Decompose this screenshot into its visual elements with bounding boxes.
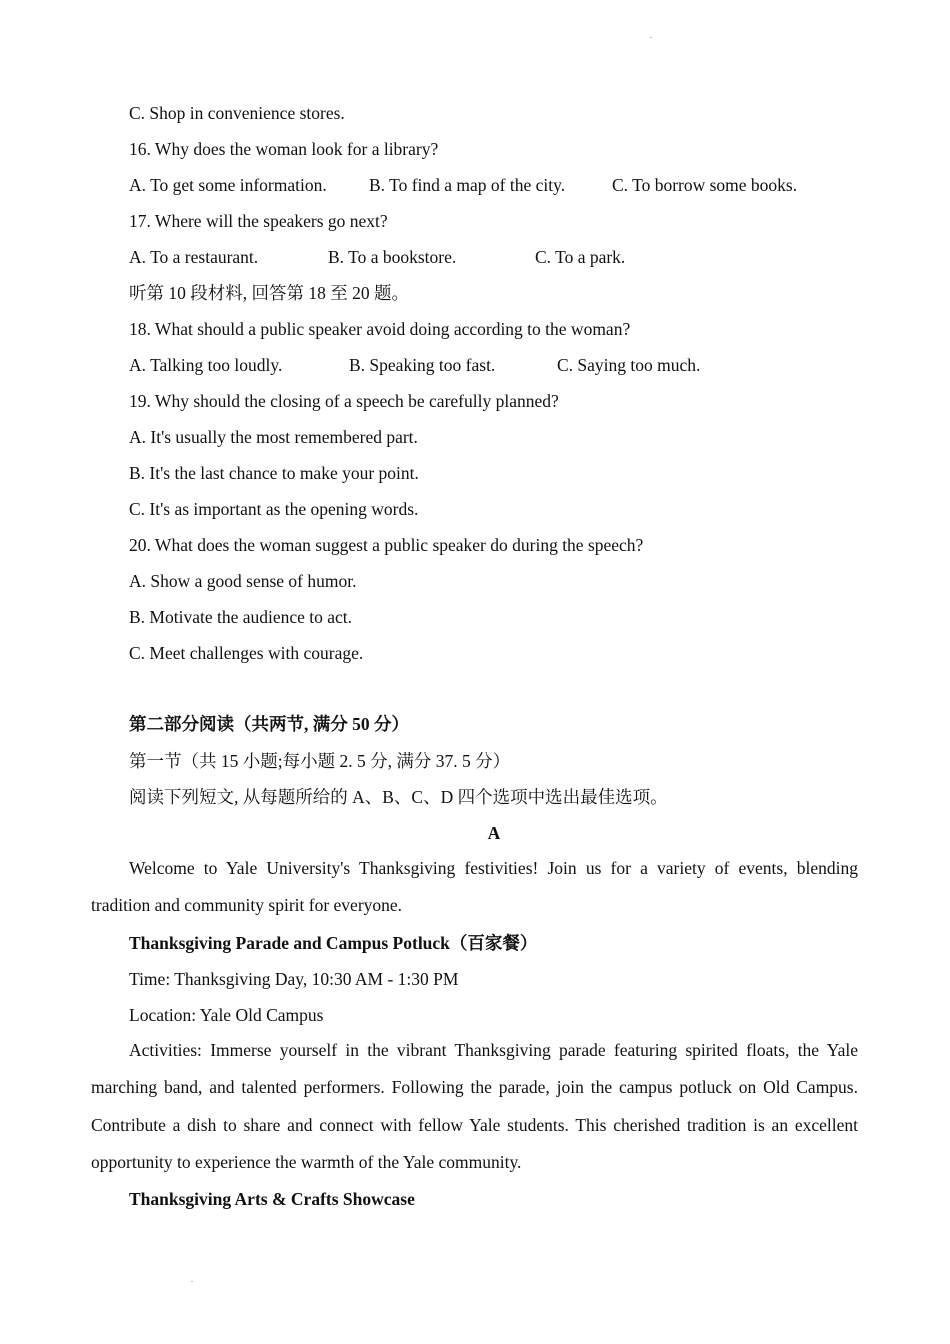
intro-paragraph: Welcome to Yale University's Thanksgiving festivities! Join us for a variety of events, blending tradition and community spirit for everyone. xyxy=(91,858,858,916)
q18-option-b: B. Speaking too fast. xyxy=(349,355,496,375)
q16-option-b: B. To find a map of the city. xyxy=(369,175,566,195)
q18-question: 18. What should a public speaker avoid doing according to the woman? xyxy=(129,319,631,339)
section-one-title: 第一节（共 15 小题;每小题 2. 5 分, 满分 37. 5 分） xyxy=(129,751,511,771)
event1-location: Location: Yale Old Campus xyxy=(129,1005,324,1025)
event1-activities: Activities: Immerse yourself in the vibrant Thanksgiving parade featuring spirited floats, the Yale marching band, and talented performers. Following the parade, join the campus potluck on Old Campus. Contribute a dish to share and connect with fellow Yale students. This cherished tradition is an excellent opportunity to experience the warmth of the Yale community. xyxy=(91,1040,858,1172)
q18-option-c: C. Saying too much. xyxy=(557,355,701,375)
q19-question: 19. Why should the closing of a speech be carefully planned? xyxy=(129,391,559,411)
q20-option-a: A. Show a good sense of humor. xyxy=(129,571,357,591)
q16-option-a: A. To get some information. xyxy=(129,175,327,195)
q19-option-b: B. It's the last chance to make your point. xyxy=(129,463,419,483)
passage-label: A xyxy=(487,823,501,843)
part-two-title: 第二部分阅读（共两节, 满分 50 分） xyxy=(129,714,409,734)
q16-question: 16. Why does the woman look for a library? xyxy=(129,139,439,159)
q20-question: 20. What does the woman suggest a public speaker do during the speech? xyxy=(129,535,644,555)
reading-instruction: 阅读下列短文, 从每题所给的 A、B、C、D 四个选项中选出最佳选项。 xyxy=(129,787,668,807)
q16-option-c: C. To borrow some books. xyxy=(612,175,798,195)
q15-option-c: C. Shop in convenience stores. xyxy=(129,103,345,123)
q18-option-a: A. Talking too loudly. xyxy=(129,355,283,375)
q17-option-c: C. To a park. xyxy=(535,247,626,267)
q17-option-b: B. To a bookstore. xyxy=(328,247,457,267)
q20-option-b: B. Motivate the audience to act. xyxy=(129,607,353,627)
scan-mark-top xyxy=(650,37,652,38)
q17-question: 17. Where will the speakers go next? xyxy=(129,211,388,231)
q19-option-a: A. It's usually the most remembered part. xyxy=(129,427,418,447)
event2-title: Thanksgiving Arts & Crafts Showcase xyxy=(129,1189,415,1209)
q20-option-c: C. Meet challenges with courage. xyxy=(129,643,364,663)
scan-mark-bottom xyxy=(191,1281,193,1282)
q19-option-c: C. It's as important as the opening words. xyxy=(129,499,419,519)
event1-time: Time: Thanksgiving Day, 10:30 AM - 1:30 PM xyxy=(129,969,459,989)
q17-option-a: A. To a restaurant. xyxy=(129,247,259,267)
event1-title: Thanksgiving Parade and Campus Potluck（百家餐） xyxy=(129,933,538,953)
section10-instruction: 听第 10 段材料, 回答第 18 至 20 题。 xyxy=(129,283,409,303)
